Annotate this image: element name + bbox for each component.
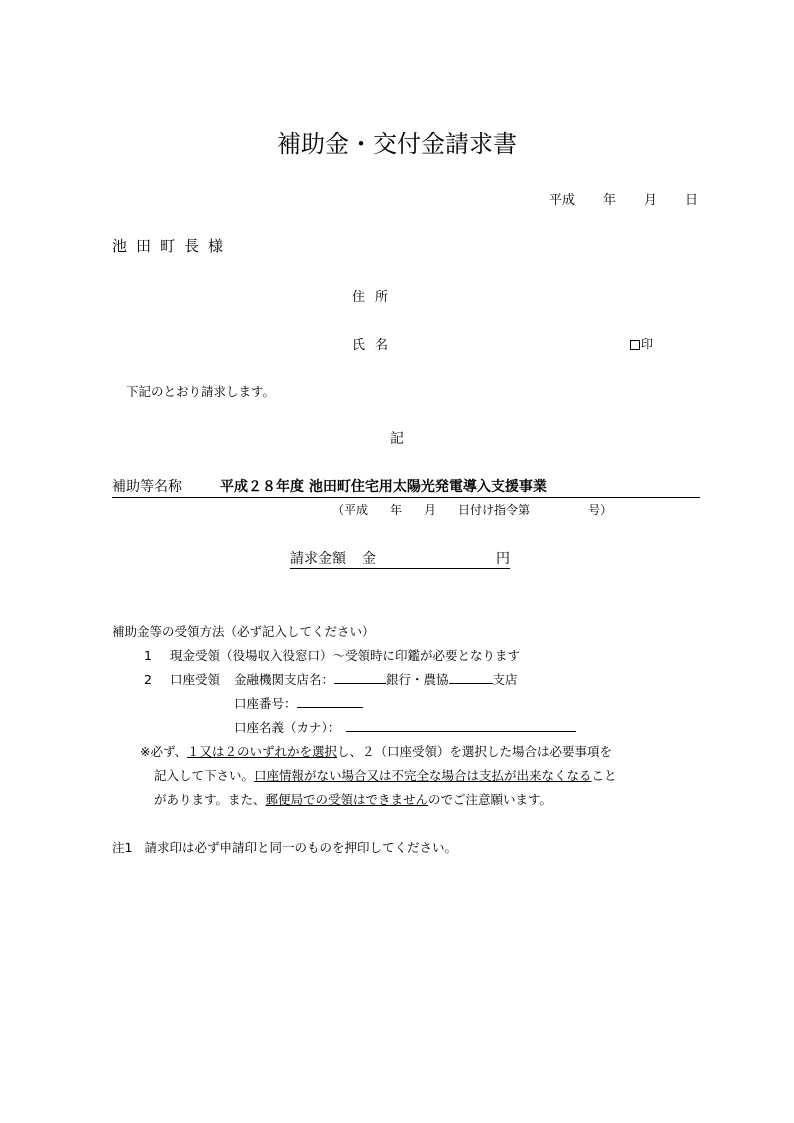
date-month: 月 (643, 193, 657, 208)
order-line (332, 501, 612, 518)
order-year: 年 (390, 503, 403, 517)
note-p5: があります。また、 (154, 792, 266, 807)
branch-name-field[interactable] (449, 670, 493, 684)
order-issued: 日付け指令第 (458, 503, 531, 517)
note-u1: １又は２のいずれかを選択 (186, 744, 337, 759)
addressee: 池田町長様 (112, 237, 233, 255)
account-number-line (234, 694, 363, 712)
option-1-num: 1 (144, 648, 152, 663)
account-name-field[interactable] (346, 718, 576, 732)
footnote-text: 請求印は必ず申請印と同一のものを押印してください。 (144, 840, 457, 855)
account-name-line (234, 718, 576, 736)
project-line (112, 476, 700, 498)
note-p3: 記入して下さい。 (154, 768, 255, 783)
bank-type: 銀行・農協 (385, 672, 449, 687)
order-month: 月 (424, 503, 437, 517)
date-era: 平成 (548, 193, 575, 208)
option-2-num: 2 (144, 672, 152, 687)
receipt-heading: 補助金等の受領方法（必ず記入してください） (112, 624, 375, 639)
note-u2: 口座情報がない場合又は不完全な場合は支払が出来なくなる (254, 768, 592, 783)
date-line (549, 189, 698, 208)
receipt-option-2 (144, 670, 518, 688)
name-label: 氏名 (352, 338, 399, 353)
account-name-label: 口座名義（カナ）： (234, 720, 341, 735)
seal-box-icon (630, 340, 640, 350)
amount-label: 請求金額 (290, 551, 346, 567)
amount-kin: 金 (362, 551, 376, 567)
request-text: 下記のとおり請求します。 (126, 384, 276, 399)
account-number-field[interactable] (297, 694, 363, 708)
account-number-label: 口座番号： (234, 696, 297, 711)
order-close: 号） (588, 503, 613, 517)
amount-yen: 円 (496, 551, 510, 567)
note-p6: のでご注意願います。 (428, 792, 553, 807)
receipt-option-1 (144, 646, 520, 664)
footnote (112, 838, 457, 856)
note-line-1 (140, 742, 612, 760)
seal-mark (630, 335, 653, 352)
note-line-2 (154, 766, 617, 784)
bank-name-field[interactable] (334, 670, 386, 684)
document-title: 補助金・交付金請求書 (277, 130, 517, 158)
option-1-text: 現金受領（役場収入役窓口）～受領時に印鑑が必要となります (169, 648, 520, 663)
note-line-3 (154, 790, 552, 808)
project-label: 補助等名称 (112, 479, 182, 495)
footnote-num: 注1 (112, 840, 133, 855)
option-2-label: 口座受領 (169, 672, 220, 687)
date-year: 年 (602, 193, 616, 208)
branch-label: 支店 (492, 672, 518, 687)
seal-text: 印 (641, 337, 654, 351)
order-open: （平成 (332, 503, 369, 517)
bank-label: 金融機関支店名： (233, 672, 334, 687)
date-day: 日 (684, 193, 698, 208)
ki-heading: 記 (390, 431, 404, 447)
note-p4: こと (591, 768, 617, 783)
note-p1: ※必ず、 (140, 744, 187, 759)
project-name: 平成２８年度 池田町住宅用太陽光発電導入支援事業 (220, 479, 547, 495)
address-label: 住所 (352, 290, 399, 305)
note-u3: 郵便局での受領はできません (265, 792, 429, 807)
note-p2: し、２（口座受領）を選択した場合は必要事項を (337, 744, 613, 759)
amount-line (290, 548, 510, 569)
